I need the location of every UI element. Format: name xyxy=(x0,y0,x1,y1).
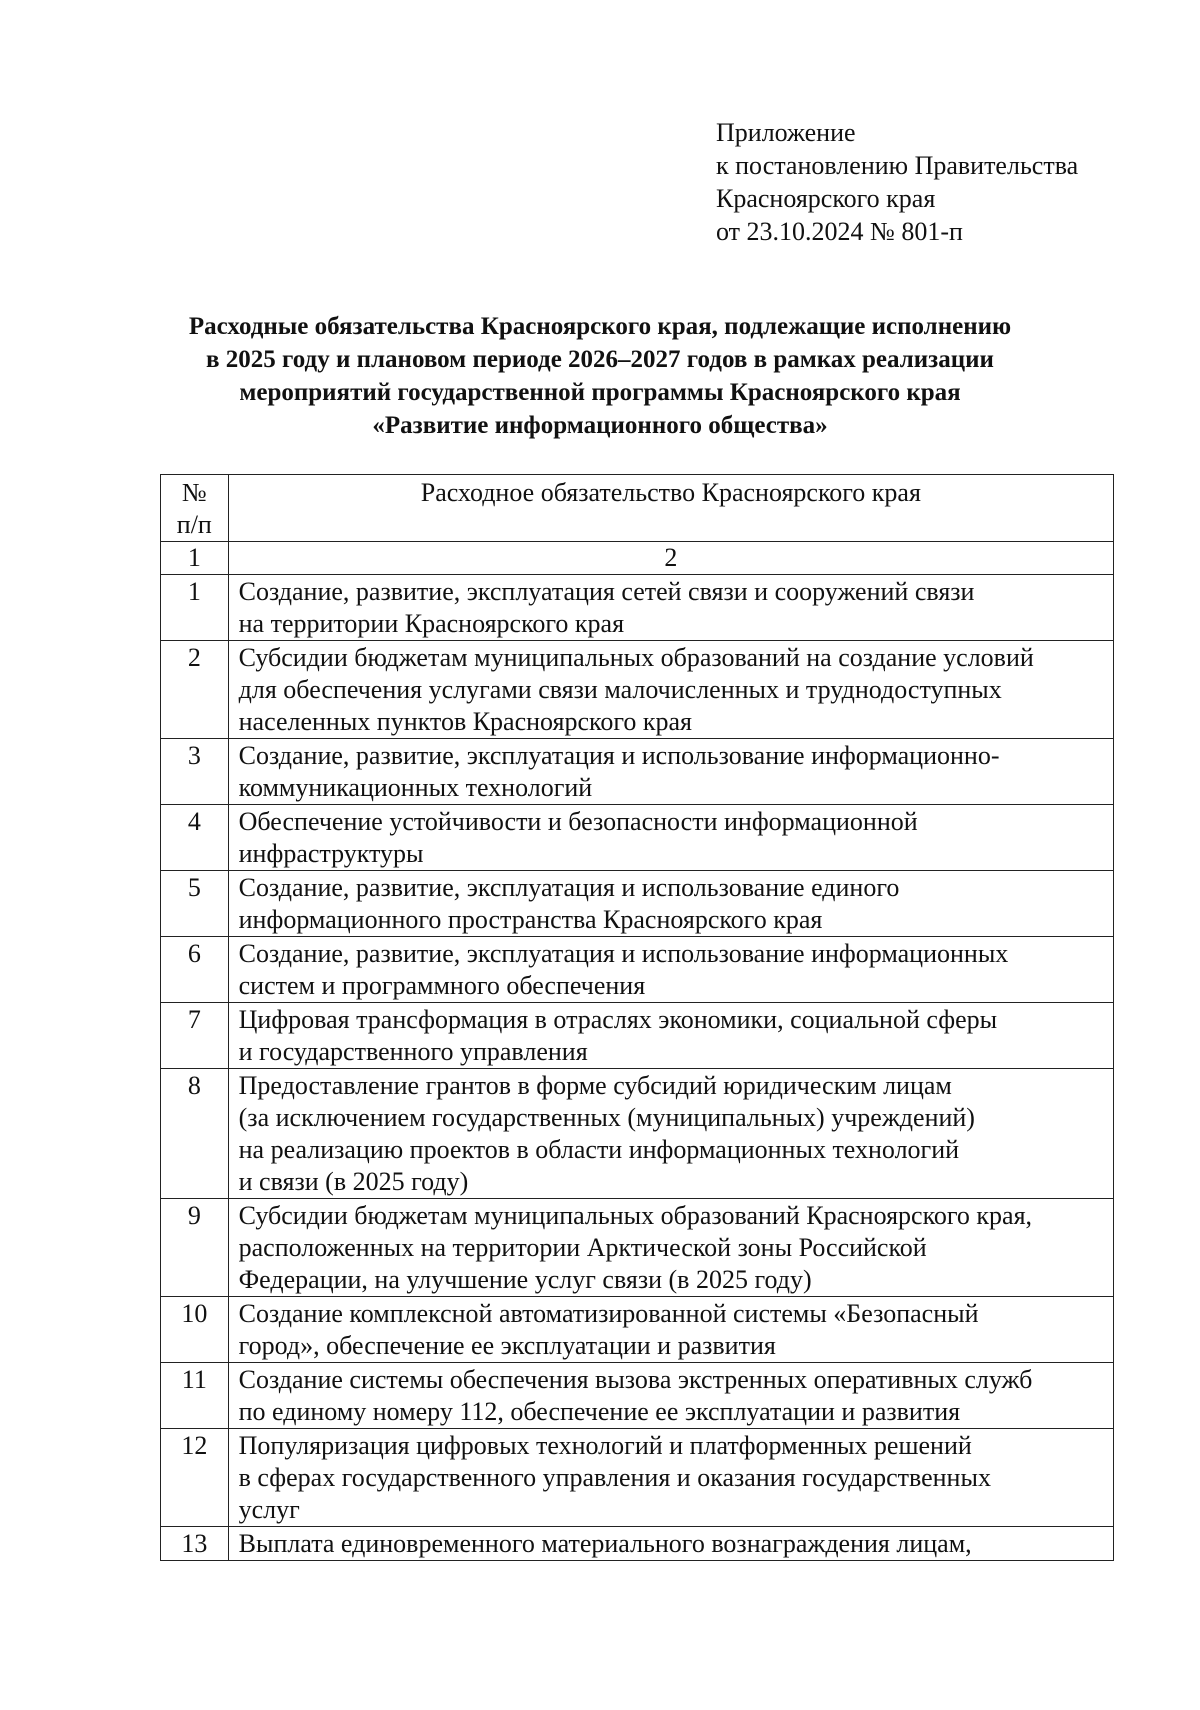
obligation-line: в сферах государственного управления и оказания государственных xyxy=(238,1463,991,1492)
obligations-table xyxy=(160,474,1114,1561)
obligation-line: Создание, развитие, эксплуатация сетей связи и сооружений связи xyxy=(238,577,975,606)
title-line: «Развитие информационного общества» xyxy=(372,412,828,439)
row-number: 9 xyxy=(161,1199,229,1297)
row-number: 3 xyxy=(161,739,229,805)
obligation-line: Предоставление грантов в форме субсидий юридическим лицам xyxy=(238,1071,952,1100)
table-header-row xyxy=(161,475,1114,542)
appendix-line: Приложение xyxy=(716,118,856,147)
appendix-line: к постановлению Правительства xyxy=(716,151,1079,180)
header-number-line: п/п xyxy=(176,510,212,539)
row-number: 7 xyxy=(161,1003,229,1069)
row-number: 2 xyxy=(161,641,229,739)
row-number: 11 xyxy=(161,1363,229,1429)
obligation-line: Создание системы обеспечения вызова экстренных оперативных служб xyxy=(238,1365,1033,1394)
obligation-line: по единому номеру 112, обеспечение ее эксплуатации и развития xyxy=(238,1397,961,1426)
obligation-line: систем и программного обеспечения xyxy=(238,971,646,1000)
obligation-line: на территории Красноярского края xyxy=(238,609,625,638)
table-row xyxy=(161,1429,1114,1527)
obligation-line: инфраструктуры xyxy=(238,839,424,868)
row-obligation xyxy=(228,1429,1113,1527)
row-number: 5 xyxy=(161,871,229,937)
obligation-line: город», обеспечение ее эксплуатации и развития xyxy=(238,1331,776,1360)
table-row xyxy=(161,1363,1114,1429)
header-obligation: Расходное обязательство Красноярского края xyxy=(228,475,1113,542)
appendix-block xyxy=(716,116,1078,248)
column-index-row xyxy=(161,542,1114,575)
row-number: 6 xyxy=(161,937,229,1003)
row-number: 1 xyxy=(161,575,229,641)
obligation-line: Создание комплексной автоматизированной системы «Безопасный xyxy=(238,1299,979,1328)
obligation-line: Федерации, на улучшение услуг связи (в 2025 году) xyxy=(238,1265,812,1294)
table-row xyxy=(161,1199,1114,1297)
table-row xyxy=(161,871,1114,937)
obligation-line: информационного пространства Красноярского края xyxy=(238,905,823,934)
row-obligation xyxy=(228,739,1113,805)
obligation-line: Создание, развитие, эксплуатация и использование информационно- xyxy=(238,741,1000,770)
obligation-line: на реализацию проектов в области информационных технологий xyxy=(238,1135,960,1164)
table-row xyxy=(161,1003,1114,1069)
row-obligation xyxy=(228,1363,1113,1429)
document-title xyxy=(100,310,1100,442)
row-obligation xyxy=(228,1069,1113,1199)
row-number: 12 xyxy=(161,1429,229,1527)
table-body xyxy=(161,575,1114,1561)
row-obligation xyxy=(228,1003,1113,1069)
column-index-number: 1 xyxy=(161,542,229,575)
header-number xyxy=(161,475,229,542)
obligation-line: Обеспечение устойчивости и безопасности информационной xyxy=(238,807,918,836)
appendix-line: Красноярского края xyxy=(716,184,936,213)
row-obligation xyxy=(228,641,1113,739)
row-number: 8 xyxy=(161,1069,229,1199)
obligation-line: Популяризация цифровых технологий и платформенных решений xyxy=(238,1431,972,1460)
row-number: 4 xyxy=(161,805,229,871)
obligation-line: услуг xyxy=(238,1495,300,1524)
table-row xyxy=(161,641,1114,739)
row-obligation xyxy=(228,805,1113,871)
table-row xyxy=(161,805,1114,871)
obligation-line: и государственного управления xyxy=(238,1037,588,1066)
title-line: Расходные обязательства Красноярского края, подлежащие исполнению xyxy=(188,313,1012,340)
column-index-text: 2 xyxy=(228,542,1113,575)
obligation-line: (за исключением государственных (муниципальных) учреждений) xyxy=(238,1103,975,1132)
row-obligation xyxy=(228,937,1113,1003)
title-line: мероприятий государственной программы Красноярского края xyxy=(239,379,961,406)
table-row xyxy=(161,739,1114,805)
row-number: 10 xyxy=(161,1297,229,1363)
obligation-line: Выплата единовременного материального вознаграждения лицам, xyxy=(238,1529,972,1558)
table-row xyxy=(161,1069,1114,1199)
obligation-line: Субсидии бюджетам муниципальных образований на создание условий xyxy=(238,643,1034,672)
row-obligation xyxy=(228,1199,1113,1297)
obligation-line: Создание, развитие, эксплуатация и использование информационных xyxy=(238,939,1009,968)
obligation-line: и связи (в 2025 году) xyxy=(238,1167,469,1196)
title-line: в 2025 году и плановом периоде 2026–2027 годов в рамках реализации xyxy=(206,346,994,373)
table-row xyxy=(161,1527,1114,1561)
table-row xyxy=(161,575,1114,641)
table-row xyxy=(161,1297,1114,1363)
obligation-line: коммуникационных технологий xyxy=(238,773,593,802)
row-obligation xyxy=(228,1527,1113,1561)
obligation-line: Субсидии бюджетам муниципальных образований Красноярского края, xyxy=(238,1201,1033,1230)
obligation-line: для обеспечения услугами связи малочисленных и труднодоступных xyxy=(238,675,1002,704)
row-number: 13 xyxy=(161,1527,229,1561)
appendix-line: от 23.10.2024 № 801-п xyxy=(716,217,963,246)
row-obligation xyxy=(228,575,1113,641)
table-row xyxy=(161,937,1114,1003)
obligation-line: Создание, развитие, эксплуатация и использование единого xyxy=(238,873,900,902)
header-number-line: № xyxy=(181,478,207,507)
obligation-line: расположенных на территории Арктической зоны Российской xyxy=(238,1233,927,1262)
obligation-line: Цифровая трансформация в отраслях экономики, социальной сферы xyxy=(238,1005,998,1034)
obligation-line: населенных пунктов Красноярского края xyxy=(238,707,693,736)
row-obligation xyxy=(228,871,1113,937)
row-obligation xyxy=(228,1297,1113,1363)
